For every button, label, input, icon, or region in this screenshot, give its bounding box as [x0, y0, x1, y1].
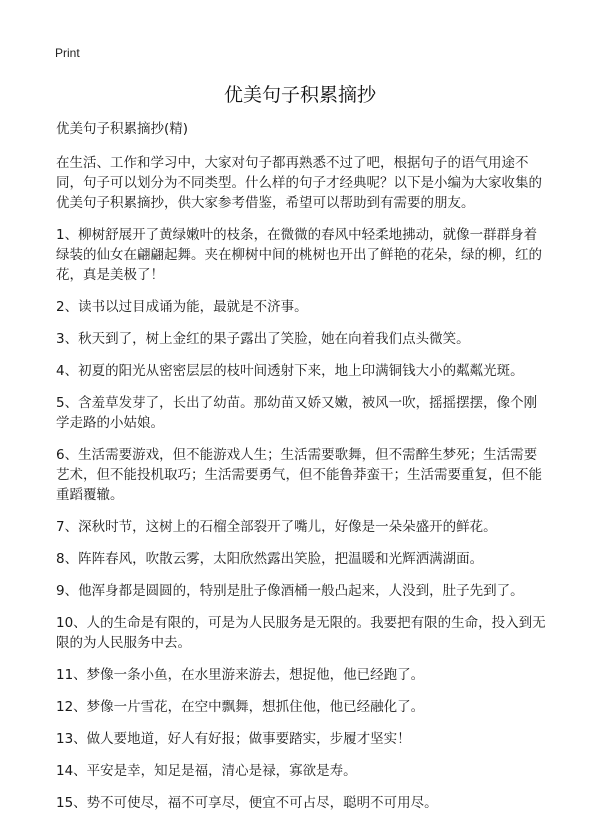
list-item: 1、柳树舒展开了黄绿嫩叶的枝条，在微微的春风中轻柔地拂动，就像一群群身着绿装的仙女在翩翩起舞。夹在柳树中间的桃树也开出了鲜艳的花朵，绿的柳，红的花，真是美极了！ [56, 227, 542, 283]
list-item: 11、梦像一条小鱼，在水里游来游去，想捉他，他已经跑了。 [56, 667, 425, 683]
list-item: 10、人的生命是有限的，可是为人民服务是无限的。我要把有限的生命，投入到无限的为人民服务中去。 [56, 615, 546, 651]
print-label: Print [55, 46, 80, 60]
list-item: 8、阵阵春风，吹散云雾，太阳欣然露出笑脸，把温暖和光辉洒满湖面。 [56, 551, 484, 567]
list-item: 12、梦像一片雪花，在空中飘舞，想抓住他，他已经融化了。 [56, 699, 425, 715]
list-item: 7、深秋时节，这树上的石榴全部裂开了嘴儿，好像是一朵朵盛开的鲜花。 [56, 519, 497, 535]
article-subtitle: 优美句子积累摘抄(精) [56, 121, 189, 137]
list-item: 9、他浑身都是圆圆的，特别是肚子像酒桶一般凸起来，人没到，肚子先到了。 [56, 583, 524, 599]
page-title: 优美句子积累摘抄 [223, 84, 376, 106]
list-item: 14、平安是幸，知足是福，清心是禄，寡欲是寿。 [56, 763, 357, 779]
list-item: 15、势不可使尽，福不可享尽，便宜不可占尽，聪明不可用尽。 [56, 795, 438, 811]
list-item: 3、秋天到了，树上金红的果子露出了笑脸，她在向着我们点头微笑。 [56, 331, 470, 347]
list-item: 2、读书以过目成诵为能，最就是不济事。 [56, 299, 308, 315]
list-item: 4、初夏的阳光从密密层层的枝叶间透射下来，地上印满铜钱大小的粼粼光斑。 [56, 363, 524, 379]
list-item: 6、生活需要游戏，但不能游戏人生；生活需要歌舞，但不需醉生梦死；生活需要艺术，但不能投机取巧；生活需要勇气，但不能鲁莽蛮干；生活需要重复，但不能重蹈覆辙。 [56, 447, 542, 503]
article-body [56, 120, 550, 825]
list-item: 5、含羞草发芽了，长出了幼苗。那幼苗又娇又嫩，被风一吹，摇摇摆摆，像个刚学走路的小姑娘。 [56, 395, 538, 431]
list-item: 13、做人要地道，好人有好报；做事要踏实，步履才坚实！ [56, 731, 411, 747]
intro-paragraph: 在生活、工作和学习中，大家对句子都再熟悉不过了吧，根据句子的语气用途不同，句子可以划分为不同类型。什么样的句子才经典呢？以下是小编为大家收集的优美句子积累摘抄，供大家参考借鉴，希望可以帮助到有需要的朋友。 [56, 155, 542, 211]
